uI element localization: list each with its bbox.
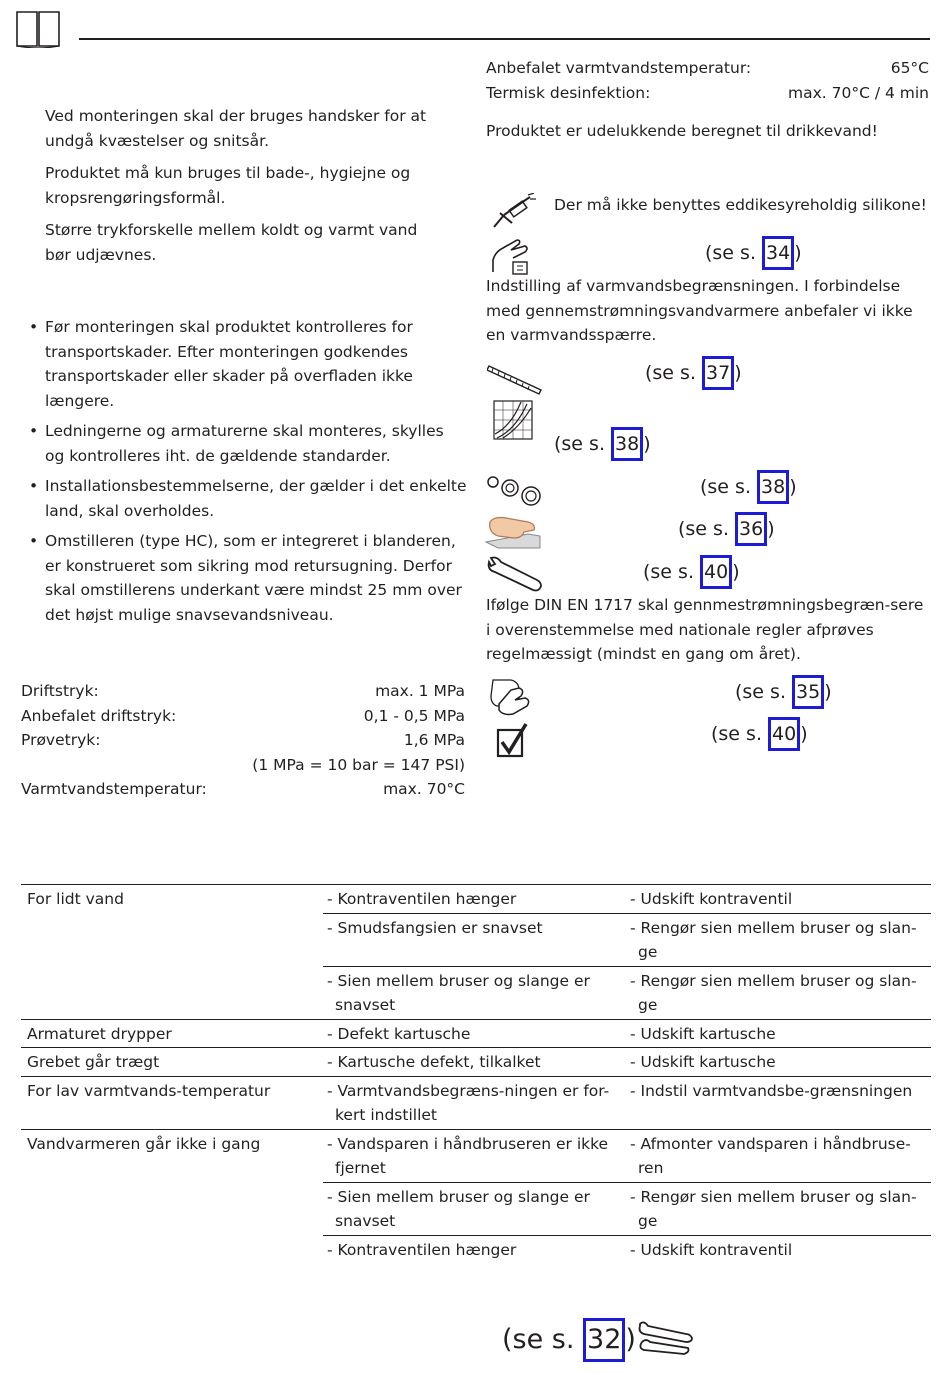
cause-cell: - Varmtvandsbegræns-ningen er for-kert indstillet <box>323 1076 626 1129</box>
table-row <box>21 885 931 914</box>
bullet-list <box>21 315 467 627</box>
spec-value: (1 MPa = 10 bar = 147 PSI) <box>252 755 465 774</box>
hotwater-note: Indstilling af varmvandsbegrænsningen. I forbindelse med gennemstrømningsvandvarmere anbefaler vi ikke en varmvandsspærre. <box>486 277 913 344</box>
page-ref: (se s. 38 ) <box>554 427 651 461</box>
page-ref: (se s. 38 ) <box>700 470 797 504</box>
drinking-water-note: Produktet er udelukkende beregnet til drikkevand! <box>486 122 878 140</box>
spec-label: Driftstryk: <box>21 682 99 700</box>
remedy-cell: - Rengør sien mellem bruser og slan-ge <box>626 1182 931 1235</box>
intro-section <box>45 104 445 267</box>
cause-cell: - Kontraventilen hænger <box>323 885 626 914</box>
spec-label: Termisk desinfektion: <box>486 83 651 102</box>
page-ref: (se s. 34 ) <box>705 236 802 270</box>
cause-cell: - Smudsfangsien er snavset <box>323 913 626 966</box>
page-ref-link[interactable]: 34 <box>762 236 794 270</box>
spec-list <box>21 679 465 802</box>
spec-row <box>486 56 929 81</box>
remedy-cell: - Afmonter vandsparen i håndbruse-ren <box>626 1129 931 1182</box>
bullet-item: • Ledningerne og armaturerne skal monteres, skylles og kontrolleres iht. de gældende standarder. <box>21 419 467 468</box>
page-ref: (se s. 40 ) <box>711 717 808 751</box>
bullet-item: • Omstilleren (type HC), som er integreret i blanderen, er konstrueret som sikring mod retursugning. Derfor skal omstillerens underkant være mindst 25 mm over det højst mulige snavsevandsniveau. <box>21 529 467 627</box>
page-ref-link[interactable]: 37 <box>702 356 734 390</box>
remedy-cell: - Udskift kontraventil <box>626 885 931 914</box>
table-row <box>21 1019 931 1048</box>
cause-cell: - Vandsparen i håndbruseren er ikke fjernet <box>323 1129 626 1182</box>
cause-cell: - Defekt kartusche <box>323 1019 626 1048</box>
table-row <box>21 1076 931 1129</box>
test-hand-icon <box>489 676 533 720</box>
checkbox-icon <box>496 722 530 762</box>
remedy-cell: - Udskift kontraventil <box>626 1235 931 1263</box>
spec-value: max. 70°C <box>383 780 465 798</box>
spec-label: Prøvetryk: <box>21 731 101 749</box>
intro-text: Større trykforskelle mellem koldt og varmt vand bør udjævnes. <box>45 221 418 264</box>
table-row <box>21 1129 931 1182</box>
spec-label: Anbefalet varmtvandstemperatur: <box>486 59 752 77</box>
spec-value: max. 70°C / 4 min <box>787 83 929 102</box>
cause-cell: - Sien mellem bruser og slange er snavset <box>323 1182 626 1235</box>
footer-ref: (se s. 32 ) <box>502 1318 636 1362</box>
page-ref: (se s. 40 ) <box>643 555 740 589</box>
tools-icon <box>636 1320 694 1360</box>
page-ref-link[interactable]: 40 <box>768 717 800 751</box>
intro-text: Produktet må kun bruges til bade-, hygiejne og kropsrengøringsformål. <box>45 164 411 207</box>
din-note: Ifølge DIN EN 1717 skal gennmestrømningsbegræn-sere i overenstemmelse med nationale regler afprøves regelmæssigt (mindst en gang om året). <box>486 596 924 663</box>
remedy-cell: - Indstil varmtvandsbe-grænsningen <box>626 1076 931 1129</box>
wrench-icon <box>485 556 543 598</box>
remedy-cell: - Rengør sien mellem bruser og slan-ge <box>626 913 931 966</box>
page-ref-link[interactable]: 40 <box>700 555 732 589</box>
page-ref-link[interactable]: 38 <box>757 470 789 504</box>
problem-cell: Armaturet drypper <box>21 1019 323 1048</box>
page-ref-link[interactable]: 36 <box>735 512 767 546</box>
chart-icon <box>493 400 533 444</box>
problem-cell: For lav varmtvands-temperatur <box>21 1076 323 1129</box>
page-ref: (se s. 36 ) <box>678 512 775 546</box>
spec-value: 1,6 MPa <box>403 731 465 749</box>
silicone-gun-icon <box>490 193 536 235</box>
page-ref: (se s. 35 ) <box>735 675 832 709</box>
cause-cell: - Kontraventilen hænger <box>323 1235 626 1263</box>
problem-cell: Vandvarmeren går ikke i gang <box>21 1129 323 1263</box>
spec-label: Anbefalet driftstryk: <box>21 706 177 725</box>
spec-value: 0,1 - 0,5 MPa <box>363 706 465 725</box>
page-ref-link[interactable]: 32 <box>583 1318 625 1362</box>
spec-label: Varmtvandstemperatur: <box>21 780 207 798</box>
spec-row <box>21 777 465 802</box>
header-rule <box>79 38 930 40</box>
cause-cell: - Kartusche defekt, tilkalket <box>323 1048 626 1077</box>
silicone-warning: Der må ikke benyttes eddikesyreholdig silikone! <box>554 196 927 214</box>
ruler-icon <box>487 358 543 400</box>
cleaning-hand-icon <box>484 512 542 554</box>
cause-cell: - Sien mellem bruser og slange er snavset <box>323 966 626 1019</box>
book-icon <box>15 10 61 52</box>
bullet-item: • Før monteringen skal produktet kontrolleres for transportskader. Efter monteringen godkendes transportskader eller skader på overfladen ikke længere. <box>21 315 467 413</box>
spec-row <box>486 81 929 106</box>
spec-row <box>21 679 465 704</box>
page-ref-link[interactable]: 38 <box>611 427 643 461</box>
page-ref-link[interactable]: 35 <box>792 675 824 709</box>
table-row <box>21 1048 931 1077</box>
intro-text: Ved monteringen skal der bruges handsker for at undgå kvæstelser og snitsår. <box>45 107 427 150</box>
spec-row <box>21 728 465 753</box>
spec-row <box>21 704 465 729</box>
page-ref: (se s. 37 ) <box>645 356 742 390</box>
remedy-cell: - Rengør sien mellem bruser og slan-ge <box>626 966 931 1019</box>
remedy-cell: - Udskift kartusche <box>626 1048 931 1077</box>
spec-row <box>21 753 465 778</box>
bullet-item: • Installationsbestemmelserne, der gælder i det enkelte land, skal overholdes. <box>21 474 467 523</box>
troubleshooting-table <box>21 884 931 1263</box>
remedy-cell: - Udskift kartusche <box>626 1019 931 1048</box>
spec-value: 65°C <box>890 59 929 77</box>
spec-value: max. 1 MPa <box>375 682 465 700</box>
right-spec-list <box>486 56 929 105</box>
problem-cell: For lidt vand <box>21 885 323 1020</box>
parts-icon <box>486 472 542 512</box>
problem-cell: Grebet går trægt <box>21 1048 323 1077</box>
